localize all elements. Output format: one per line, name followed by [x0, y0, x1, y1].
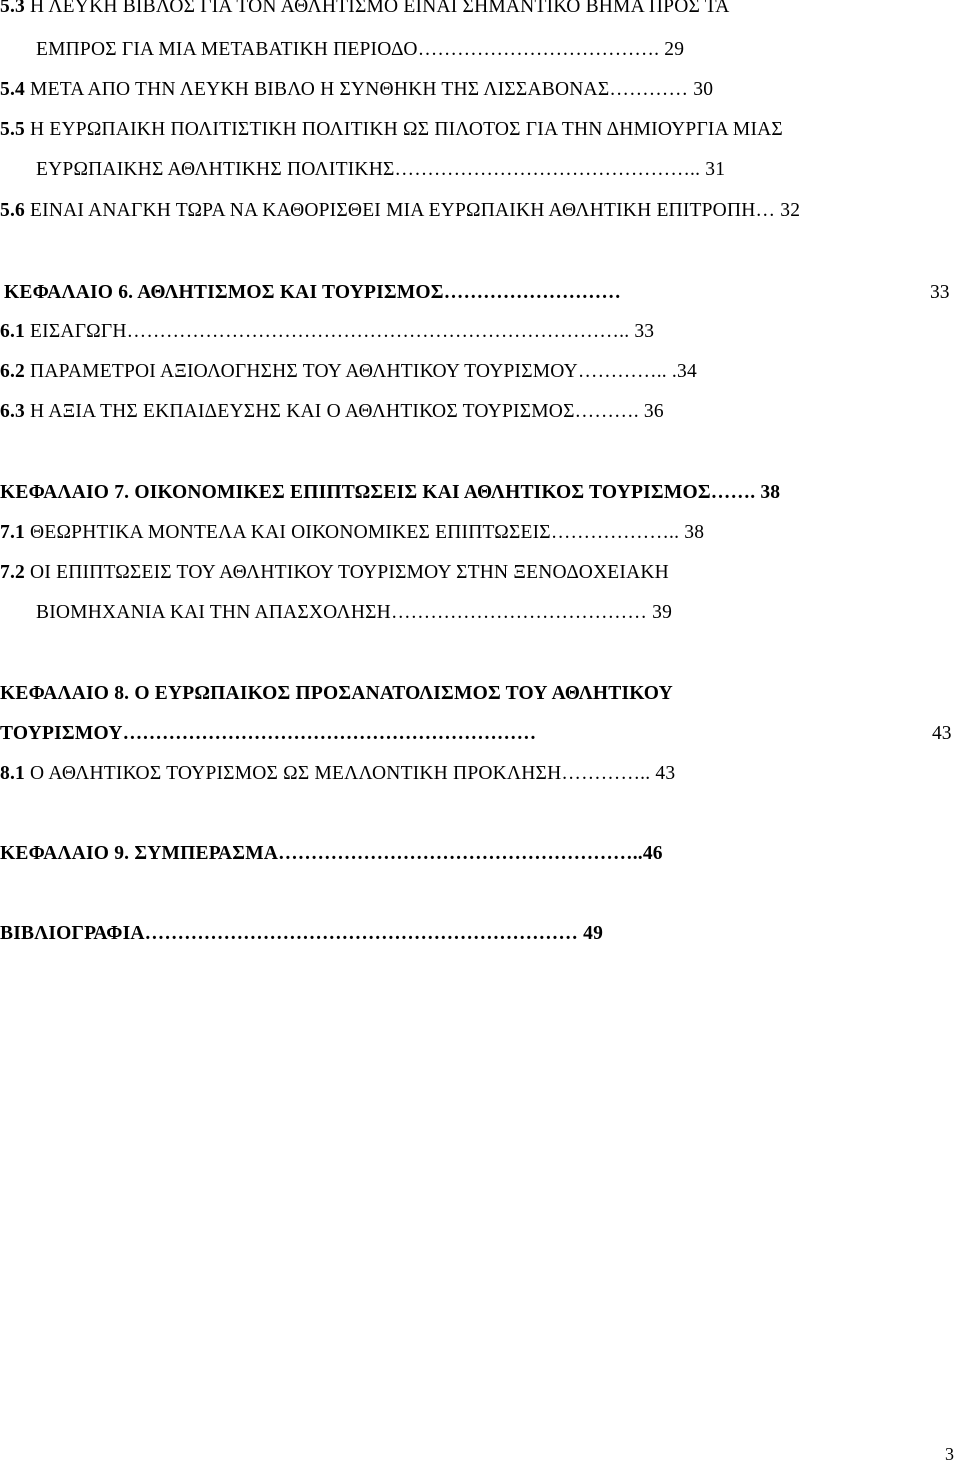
chapter-title: ΚΕΦΑΛΑΙΟ 7. ΟΙΚΟΝΟΜΙΚΕΣ ΕΠΙΠΤΩΣΕΙΣ ΚΑΙ ΑΘΛΗΤΙΚΟΣ ΤΟΥΡΙΣΜΟΣ……. 38 — [0, 482, 781, 503]
entry-title: Η ΕΥΡΩΠΑΙΚΗ ΠΟΛΙΤΙΣΤΙΚΗ ΠΟΛΙΤΙΚΗ ΩΣ ΠΙΛΟΤΟΣ ΓΙΑ ΤΗΝ ΔΗΜΙΟΥΡΓΙΑ ΜΙΑΣ — [24, 119, 783, 140]
entry-title: ΕΙΝΑΙ ΑΝΑΓΚΗ ΤΩΡΑ ΝΑ ΚΑΘΟΡΙΣΘΕΙ ΜΙΑ ΕΥΡΩΠΑΙΚΗ ΑΘΛΗΤΙΚΗ ΕΠΙΤΡΟΠΗ… 32 — [24, 200, 801, 221]
chapter-title: ΚΕΦΑΛΑΙΟ 8. Ο ΕΥΡΩΠΑΙΚΟΣ ΠΡΟΣΑΝΑΤΟΛΙΣΜΟΣ ΤΟΥ ΑΘΛΗΤΙΚΟΥ — [0, 683, 673, 704]
entry-title: ΟΙ ΕΠΙΠΤΩΣΕΙΣ ΤΟΥ ΑΘΛΗΤΙΚΟΥ ΤΟΥΡΙΣΜΟΥ ΣΤΗΝ ΞΕΝΟΔΟΧΕΙΑΚΗ — [24, 562, 669, 583]
entry-number: 7.1 — [0, 522, 25, 543]
page-number: 3 — [945, 1444, 954, 1464]
entry-title: Η ΛΕΥΚΗ ΒΙΒΛΟΣ ΓΙΑ ΤΟΝ ΑΘΛΗΤΙΣΜΟ ΕΙΝΑΙ ΣΗΜΑΝΤΙΚΟ ΒΗΜΑ ΠΡΟΣ ΤΑ — [24, 0, 730, 17]
toc-chapter-8-continued — [0, 722, 536, 746]
toc-entry-7-2 — [0, 561, 669, 585]
entry-number: 6.1 — [0, 321, 25, 342]
chapter-title: ΚΕΦΑΛΑΙΟ 9. ΣΥΜΠΕΡΑΣΜΑ………………………………………………..46 — [0, 843, 663, 864]
toc-chapter-9 — [0, 842, 663, 866]
entry-number: 5.5 — [0, 119, 25, 140]
toc-entry-5-5 — [0, 118, 783, 142]
toc-entry-5-3 — [0, 0, 730, 19]
toc-chapter-7 — [0, 481, 780, 505]
toc-bibliography — [0, 922, 603, 946]
toc-chapter-8 — [0, 682, 673, 706]
toc-entry-5-6 — [0, 199, 800, 223]
toc-entry-7-2-continued — [36, 601, 672, 625]
chapter-8-page: 43 — [932, 723, 952, 744]
entry-number: 5.4 — [0, 79, 25, 100]
entry-title: ΕΙΣΑΓΩΓΗ………………………………………………………………….. 33 — [24, 321, 655, 342]
toc-entry-5-3-continued — [36, 38, 684, 62]
chapter-6-page: 33 — [930, 282, 950, 303]
bibliography-title: ΒΙΒΛΙΟΓΡΑΦΙΑ………………………………………………………… 49 — [0, 923, 604, 944]
entry-title: Η ΑΞΙΑ ΤΗΣ ΕΚΠΑΙΔΕΥΣΗΣ ΚΑΙ Ο ΑΘΛΗΤΙΚΟΣ ΤΟΥΡΙΣΜΟΣ………. 36 — [24, 401, 664, 422]
toc-entry-5-5-continued — [36, 158, 725, 182]
entry-number: 6.2 — [0, 361, 25, 382]
toc-entry-8-1 — [0, 762, 675, 786]
toc-entry-6-3 — [0, 400, 664, 424]
entry-number: 7.2 — [0, 562, 25, 583]
entry-number: 5.6 — [0, 200, 25, 221]
entry-title-continued: ΒΙΟΜΗΧΑΝΙΑ ΚΑΙ ΤΗΝ ΑΠΑΣΧΟΛΗΣΗ………………………………… 39 — [36, 602, 673, 623]
entry-title-continued: ΕΥΡΩΠΑΙΚΗΣ ΑΘΛΗΤΙΚΗΣ ΠΟΛΙΤΙΚΗΣ……………………………………….. 31 — [36, 159, 726, 180]
chapter-title: ΚΕΦΑΛΑΙΟ 6. ΑΘΛΗΤΙΣΜΟΣ ΚΑΙ ΤΟΥΡΙΣΜΟΣ……………………… — [4, 282, 622, 303]
entry-title-continued: ΕΜΠΡΟΣ ΓΙΑ ΜΙΑ ΜΕΤΑΒΑΤΙΚΗ ΠΕΡΙΟΔΟ………………………………. 29 — [36, 39, 685, 60]
entry-number: 6.3 — [0, 401, 25, 422]
entry-title: ΠΑΡΑΜΕΤΡΟΙ ΑΞΙΟΛΟΓΗΣΗΣ ΤΟΥ ΑΘΛΗΤΙΚΟΥ ΤΟΥΡΙΣΜΟΥ………….. .34 — [24, 361, 697, 382]
chapter-title-continued: ΤΟΥΡΙΣΜΟΥ……………………………………………………… — [0, 723, 537, 744]
entry-number: 5.3 — [0, 0, 25, 17]
entry-title: Ο ΑΘΛΗΤΙΚΟΣ ΤΟΥΡΙΣΜΟΣ ΩΣ ΜΕΛΛΟΝΤΙΚΗ ΠΡΟΚΛΗΣΗ………….. 43 — [24, 763, 676, 784]
toc-entry-7-1 — [0, 521, 704, 545]
entry-title: ΜΕΤΑ ΑΠΟ ΤΗΝ ΛΕΥΚΗ ΒΙΒΛΟ Η ΣΥΝΘΗΚΗ ΤΗΣ ΛΙΣΣΑΒΟΝΑΣ………… 30 — [24, 79, 714, 100]
toc-entry-6-2 — [0, 360, 697, 384]
toc-entry-6-1 — [0, 320, 654, 344]
entry-title: ΘΕΩΡΗΤΙΚΑ ΜΟΝΤΕΛΑ ΚΑΙ ΟΙΚΟΝΟΜΙΚΕΣ ΕΠΙΠΤΩΣΕΙΣ……………….. 38 — [24, 522, 705, 543]
toc-chapter-6 — [4, 281, 621, 305]
entry-number: 8.1 — [0, 763, 25, 784]
toc-entry-5-4 — [0, 78, 713, 102]
